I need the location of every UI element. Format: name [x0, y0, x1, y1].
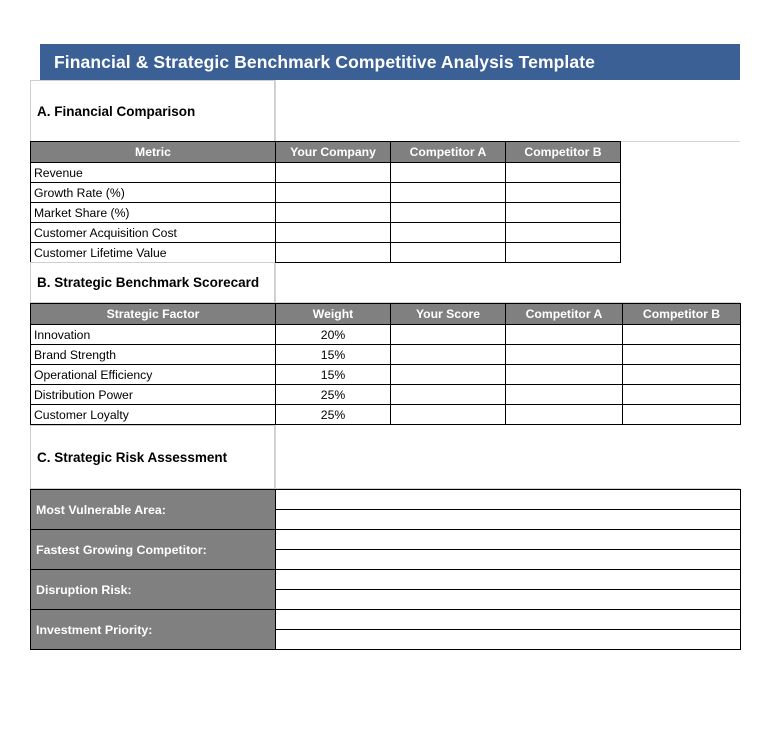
cell-competitor-a[interactable]: [506, 385, 623, 405]
cell-weight: 20%: [276, 325, 391, 345]
risk-field-row: [31, 610, 741, 630]
cell-competitor-b[interactable]: [623, 385, 741, 405]
cell-weight: 25%: [276, 385, 391, 405]
section-a-heading: A. Financial Comparison: [37, 103, 196, 119]
cell-competitor-b[interactable]: [623, 325, 741, 345]
factor-label: Customer Loyalty: [31, 405, 276, 425]
cell-competitor-a[interactable]: [506, 405, 623, 425]
grid-column-divider-c: [275, 425, 276, 489]
table-row: [31, 163, 621, 183]
cell-competitor-b[interactable]: [506, 183, 621, 203]
section-a-heading-box: [30, 80, 275, 142]
metric-label: Customer Acquisition Cost: [31, 223, 276, 243]
table-header-row: [31, 142, 621, 163]
cell-competitor-b[interactable]: [623, 405, 741, 425]
table-row: [31, 385, 741, 405]
grid-column-divider-a: [275, 80, 276, 142]
section-b-heading: B. Strategic Benchmark Scorecard: [37, 275, 260, 290]
cell-your-company[interactable]: [276, 223, 391, 243]
risk-field-label-disruption-risk: Disruption Risk:: [31, 570, 276, 610]
cell-your-score[interactable]: [391, 405, 506, 425]
risk-field-input-most-vulnerable-area-line1[interactable]: [276, 490, 741, 510]
column-header-your-score: Your Score: [391, 304, 506, 325]
table-row: [31, 243, 621, 263]
table-row: [31, 345, 741, 365]
cell-weight: 15%: [276, 345, 391, 365]
cell-your-company[interactable]: [276, 243, 391, 263]
risk-field-input-fastest-growing-competitor-line1[interactable]: [276, 530, 741, 550]
column-header-competitor-a: Competitor A: [391, 142, 506, 163]
risk-field-input-most-vulnerable-area-line2[interactable]: [276, 510, 741, 530]
cell-competitor-a[interactable]: [391, 203, 506, 223]
risk-field-input-disruption-risk-line1[interactable]: [276, 570, 741, 590]
table-row: [31, 325, 741, 345]
cell-competitor-b[interactable]: [623, 345, 741, 365]
cell-competitor-b[interactable]: [506, 223, 621, 243]
risk-field-row: [31, 490, 741, 510]
column-header-competitor-b: Competitor B: [506, 142, 621, 163]
cell-competitor-a[interactable]: [506, 345, 623, 365]
table-row: [31, 405, 741, 425]
cell-your-score[interactable]: [391, 365, 506, 385]
table-row: [31, 183, 621, 203]
cell-competitor-a[interactable]: [391, 183, 506, 203]
metric-label: Customer Lifetime Value: [31, 243, 276, 263]
cell-weight: 25%: [276, 405, 391, 425]
metric-label: Market Share (%): [31, 203, 276, 223]
cell-competitor-b[interactable]: [623, 365, 741, 385]
risk-field-row: [31, 570, 741, 590]
cell-competitor-a[interactable]: [506, 365, 623, 385]
column-header-metric: Metric: [31, 142, 276, 163]
column-header-competitor-a: Competitor A: [506, 304, 623, 325]
section-c-heading-box: [30, 425, 275, 489]
cell-your-score[interactable]: [391, 385, 506, 405]
strategic-benchmark-scorecard-table: [30, 303, 741, 425]
cell-competitor-b[interactable]: [506, 203, 621, 223]
table-header-row: [31, 304, 741, 325]
cell-your-score[interactable]: [391, 345, 506, 365]
financial-comparison-table: [30, 141, 621, 263]
risk-field-input-investment-priority-line2[interactable]: [276, 630, 741, 650]
risk-field-input-investment-priority-line1[interactable]: [276, 610, 741, 630]
table-row: [31, 203, 621, 223]
cell-your-score[interactable]: [391, 325, 506, 345]
metric-label: Growth Rate (%): [31, 183, 276, 203]
column-header-your-company: Your Company: [276, 142, 391, 163]
column-header-strategic-factor: Strategic Factor: [31, 304, 276, 325]
section-b-heading-box: [30, 262, 275, 303]
cell-your-company[interactable]: [276, 203, 391, 223]
risk-field-row: [31, 530, 741, 550]
factor-label: Innovation: [31, 325, 276, 345]
cell-competitor-a[interactable]: [391, 223, 506, 243]
column-header-weight: Weight: [276, 304, 391, 325]
table-row: [31, 223, 621, 243]
cell-competitor-a[interactable]: [391, 243, 506, 263]
column-header-competitor-b: Competitor B: [623, 304, 741, 325]
factor-label: Operational Efficiency: [31, 365, 276, 385]
grid-column-divider-b: [275, 262, 276, 303]
cell-your-company[interactable]: [276, 183, 391, 203]
document-title-bar: [40, 44, 740, 80]
risk-field-label-fastest-growing-competitor: Fastest Growing Competitor:: [31, 530, 276, 570]
table-row: [31, 365, 741, 385]
cell-your-company[interactable]: [276, 163, 391, 183]
document-title: Financial & Strategic Benchmark Competitive Analysis Template: [54, 51, 595, 72]
factor-label: Distribution Power: [31, 385, 276, 405]
risk-field-label-most-vulnerable-area: Most Vulnerable Area:: [31, 490, 276, 530]
cell-competitor-b[interactable]: [506, 243, 621, 263]
cell-weight: 15%: [276, 365, 391, 385]
cell-competitor-a[interactable]: [391, 163, 506, 183]
risk-field-input-fastest-growing-competitor-line2[interactable]: [276, 550, 741, 570]
metric-label: Revenue: [31, 163, 276, 183]
section-c-heading: C. Strategic Risk Assessment: [37, 449, 228, 465]
risk-field-input-disruption-risk-line2[interactable]: [276, 590, 741, 610]
factor-label: Brand Strength: [31, 345, 276, 365]
cell-competitor-b[interactable]: [506, 163, 621, 183]
strategic-risk-assessment-table: [30, 489, 741, 650]
cell-competitor-a[interactable]: [506, 325, 623, 345]
risk-field-label-investment-priority: Investment Priority:: [31, 610, 276, 650]
